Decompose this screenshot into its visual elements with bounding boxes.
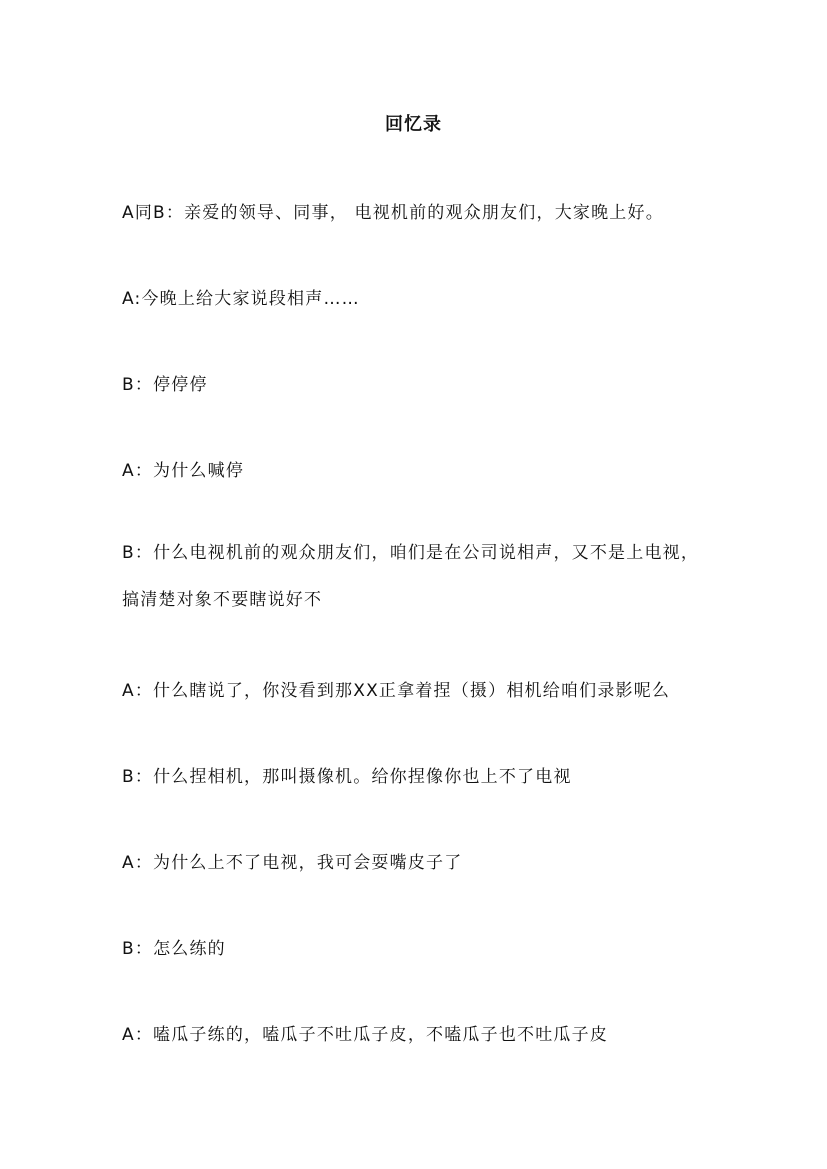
dialogue-line: B：什么电视机前的观众朋友们，咱们是在公司说相声，又不是上电视，搞清楚对象不要瞎说好不 — [122, 543, 700, 610]
dialogue-line: A：嗑瓜子练的，嗑瓜子不吐瓜子皮，不嗑瓜子也不吐瓜子皮 — [122, 1025, 609, 1045]
dialogue-line: A：为什么喊停 — [122, 461, 245, 481]
dialogue-line: A同B：亲爱的领导、同事， 电视机前的观众朋友们，大家晚上好。 — [122, 203, 664, 223]
dialogue-line: A：什么瞎说了，你没看到那XX正拿着捏（摄）相机给咱们录影呢么 — [122, 681, 671, 701]
dialogue-line: B：什么捏相机，那叫摄像机。给你捏像你也上不了电视 — [122, 767, 572, 787]
dialogue-line: A:今晚上给大家说段相声…… — [122, 289, 360, 309]
dialogue-line: A：为什么上不了电视，我可会耍嘴皮子了 — [122, 853, 463, 873]
document-title: 回忆录 — [385, 114, 442, 135]
dialogue-line: B：怎么练的 — [122, 939, 226, 959]
dialogue-line: B：停停停 — [122, 375, 208, 395]
